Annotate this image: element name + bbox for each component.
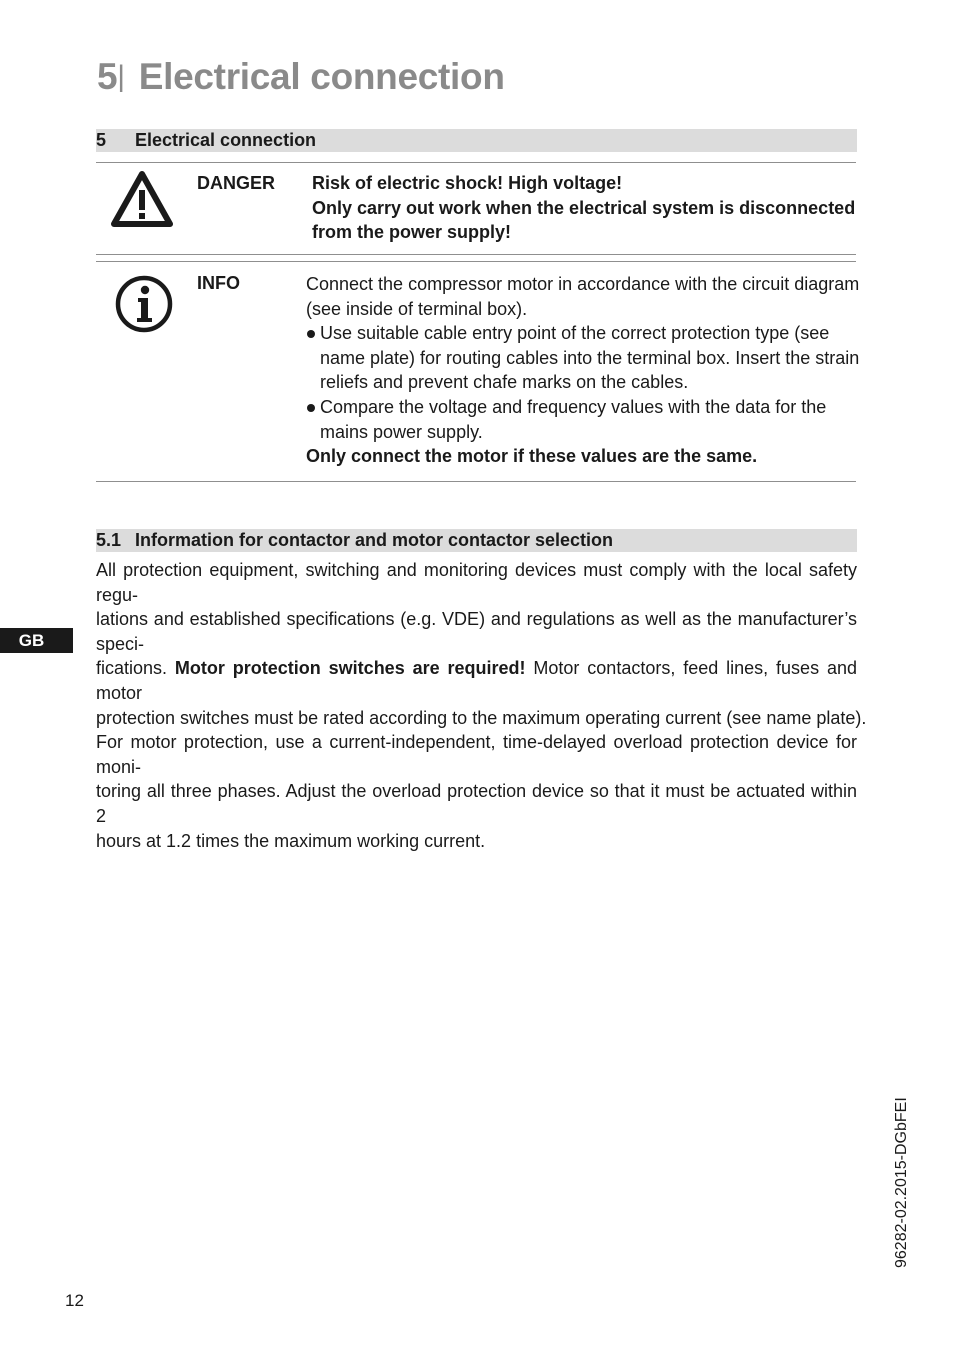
danger-line: from the power supply!: [312, 222, 512, 243]
section-heading-5-1: [96, 529, 857, 552]
paragraph-line: hours at 1.2 times the maximum working current.: [96, 830, 486, 851]
language-code: GB: [18, 631, 45, 650]
paragraph-line: toring all three phases. Adjust the overload protection device so that it must be actuated within 2: [96, 781, 857, 826]
bullet-dot: [307, 330, 315, 338]
chapter-title: Electrical connection: [138, 56, 505, 97]
body-paragraph: [96, 558, 867, 853]
info-label: INFO: [197, 273, 240, 293]
info-line: Connect the compressor motor in accordance with the circuit diagram: [306, 274, 860, 294]
section-number: 5: [96, 130, 107, 150]
info-circle-icon: [115, 275, 173, 333]
bullet-line: name plate) for routing cables into the terminal box. Insert the strain: [320, 347, 860, 368]
paragraph-line: All protection equipment, switching and monitoring devices must comply with the local safety regu-: [96, 560, 857, 605]
bullet-dot: [307, 404, 315, 412]
divider: [96, 254, 856, 255]
chapter-number: 5: [97, 56, 118, 97]
page-title: [97, 56, 505, 98]
bullet-item: [306, 395, 859, 444]
paragraph-line: [96, 656, 857, 705]
danger-line: Risk of electric shock! High voltage!: [312, 173, 623, 193]
paragraph-text: fications.: [96, 658, 175, 679]
section-number: 5.1: [96, 530, 122, 550]
paragraph-line: For motor protection, use a current-independent, time-delayed overload protection device for moni-: [96, 732, 857, 777]
paragraph-line: protection switches must be rated according to the maximum operating current (see name plate).: [96, 707, 867, 728]
section-heading-5: [96, 129, 857, 152]
info-line: (see inside of terminal box).: [306, 298, 528, 319]
document-code: 96282-02.2015-DGbFEI: [893, 1097, 910, 1268]
paragraph-text: Motor contactors, feed lines, fuses and motor: [96, 658, 857, 703]
divider: [96, 481, 856, 482]
paragraph-emphasis: Motor protection switches are required!: [174, 658, 526, 679]
info-closing: Only connect the motor if these values are the same.: [306, 446, 758, 467]
bullet-item: [306, 321, 859, 395]
title-separator: |: [117, 60, 125, 93]
info-text: [306, 272, 859, 469]
danger-label: DANGER: [197, 173, 276, 193]
bullet-line: reliefs and prevent chafe marks on the cables.: [320, 372, 689, 393]
danger-line: Only carry out work when the electrical system is disconnected: [312, 197, 856, 218]
section-title: Information for contactor and motor contactor selection: [135, 530, 614, 550]
bullet-line: mains power supply.: [320, 421, 483, 442]
divider: [96, 261, 856, 262]
language-tab: [0, 628, 73, 653]
danger-text: [312, 171, 855, 245]
warning-triangle-icon: [110, 170, 174, 229]
divider: [96, 162, 856, 163]
section-title: Electrical connection: [135, 130, 317, 150]
bullet-line: Compare the voltage and frequency values with the data for the: [320, 396, 827, 417]
page-number: 12: [65, 1291, 84, 1310]
paragraph-line: lations and established specifications (e.g. VDE) and regulations as well as the manufacturer’s speci-: [96, 609, 857, 654]
bullet-line: Use suitable cable entry point of the correct protection type (see: [320, 323, 830, 344]
